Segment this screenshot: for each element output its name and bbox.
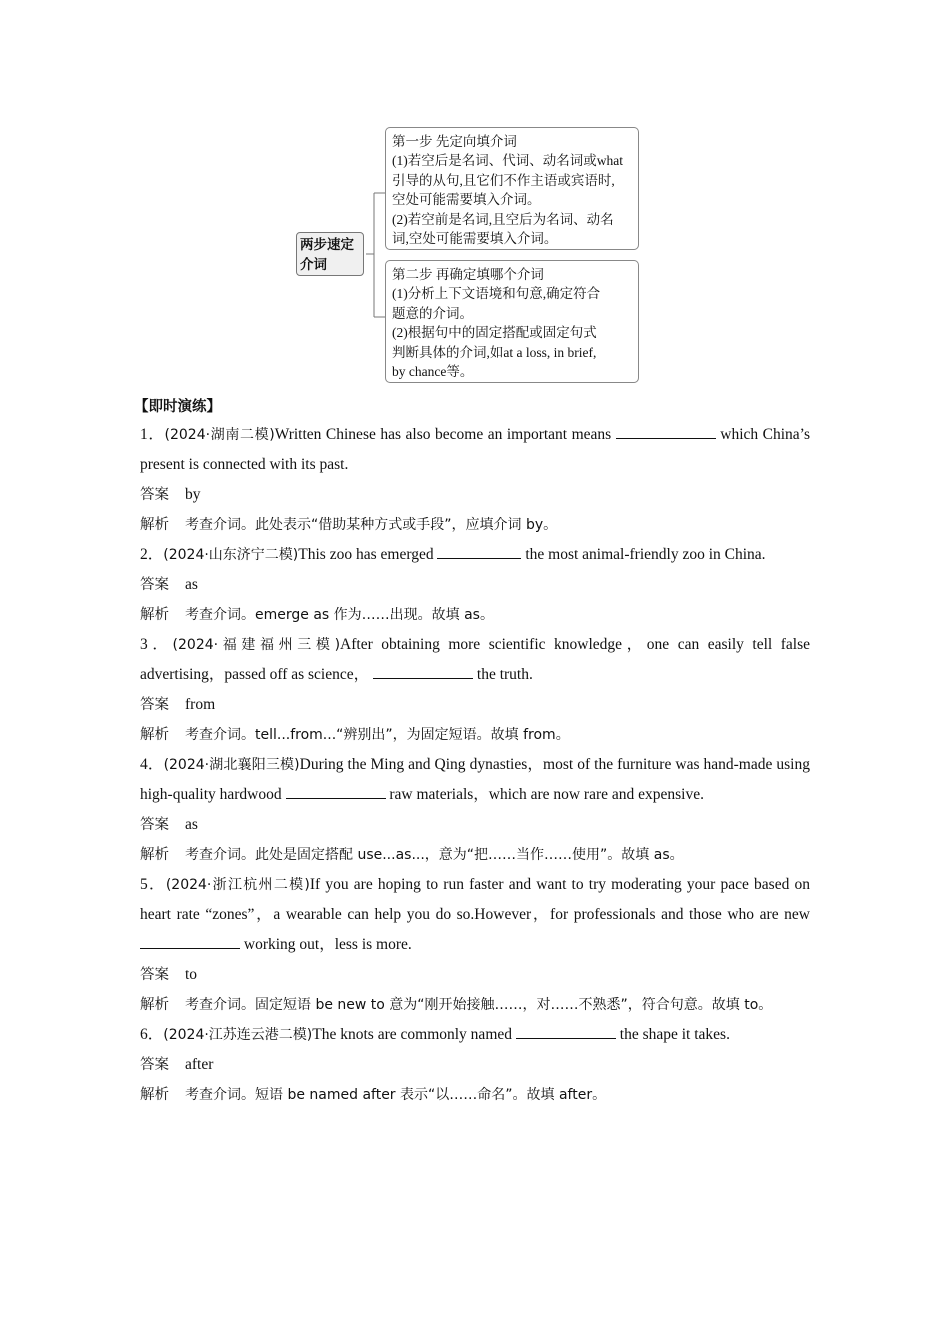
question-4 — [140, 750, 810, 810]
answer-label: 答案 — [140, 577, 169, 593]
answer-row — [140, 570, 810, 600]
answer-value: as — [185, 816, 198, 833]
analysis-text: 考查介词。tell...from...“辨别出”，为固定短语。故填 from。 — [185, 727, 570, 743]
analysis-text: 考查介词。emerge as 作为……出现。故填 as。 — [185, 607, 494, 623]
answer-row — [140, 480, 810, 510]
answer-blank — [140, 934, 240, 949]
question-number: 4． — [140, 756, 164, 773]
step2-line: by chance等。 — [392, 364, 474, 380]
analysis-row — [140, 600, 810, 630]
step1-line: 引导的从句,且它们不作主语或宾语时, — [392, 172, 615, 188]
diagram-step1-box — [385, 127, 639, 250]
question-source: (2024·湖南二模) — [164, 427, 275, 443]
step1-line: (2)若空前是名词,且空后为名词、动名 — [392, 211, 614, 227]
question-source: (2024·福建福州三模) — [172, 637, 341, 653]
answer-value: by — [185, 486, 201, 503]
answer-label: 答案 — [140, 1057, 169, 1073]
step1-line: 词,空处可能需要填入介词。 — [392, 231, 558, 247]
question-text: Written Chinese has also become an important means — [274, 426, 612, 443]
analysis-text: 考查介词。短语 be named after 表示“以……命名”。故填 after。 — [185, 1087, 607, 1103]
question-text: the truth. — [476, 666, 533, 683]
question-text: working out，less is more. — [243, 936, 412, 953]
question-source: (2024·江苏连云港二模) — [163, 1027, 313, 1043]
answer-blank — [516, 1024, 616, 1039]
analysis-label: 解析 — [140, 517, 169, 533]
answer-value: from — [185, 696, 216, 713]
analysis-text: 考查介词。此处表示“借助某种方式或手段”，应填介词 by。 — [185, 517, 558, 533]
question-number: 2． — [140, 546, 164, 563]
question-number: 1． — [140, 426, 165, 443]
question-text: the most animal-friendly zoo in China. — [525, 546, 766, 563]
question-text: raw materials，which are now rare and expensive. — [389, 786, 704, 803]
question-6 — [140, 1020, 810, 1050]
answer-blank — [373, 664, 473, 679]
analysis-row — [140, 840, 810, 870]
question-text: The knots are commonly named — [312, 1026, 513, 1043]
question-text: This zoo has emerged — [298, 546, 434, 563]
answer-value: as — [185, 576, 198, 593]
analysis-text: 考查介词。固定短语 be new to 意为“刚开始接触……，对……不熟悉”，符合句意。故填 to。 — [185, 997, 773, 1013]
step1-line: 第一步 先定向填介词 — [392, 134, 517, 149]
analysis-row — [140, 990, 810, 1020]
analysis-row — [140, 720, 810, 750]
analysis-label: 解析 — [140, 847, 169, 863]
answer-row — [140, 1050, 810, 1080]
answer-label: 答案 — [140, 967, 169, 983]
method-diagram — [296, 127, 646, 385]
answer-row — [140, 690, 810, 720]
answer-blank — [437, 544, 521, 559]
exercise-content — [134, 394, 810, 1110]
answer-blank — [616, 424, 716, 439]
question-source: (2024·浙江杭州二模) — [165, 877, 310, 893]
analysis-row — [140, 1080, 810, 1110]
step2-line: 判断具体的介词,如at a loss, in brief, — [392, 344, 597, 360]
question-number: 6． — [140, 1026, 164, 1043]
question-text: During the Ming and Qing dynasties，most of the furniture was hand-made using high-quality hardwood — [140, 756, 810, 803]
question-text: which China’s present is connected with its past. — [140, 426, 810, 473]
section-title: 【即时演练】 — [134, 399, 221, 415]
answer-label: 答案 — [140, 697, 169, 713]
answer-label: 答案 — [140, 487, 169, 503]
answer-blank — [286, 784, 386, 799]
answer-label: 答案 — [140, 817, 169, 833]
question-1 — [140, 420, 810, 480]
question-2 — [140, 540, 810, 570]
answer-value: after — [185, 1056, 214, 1073]
question-text: the shape it takes. — [619, 1026, 730, 1043]
question-source: (2024·山东济宁二模) — [163, 547, 299, 563]
analysis-label: 解析 — [140, 997, 169, 1013]
step2-line: (2)根据句中的固定搭配或固定句式 — [392, 325, 597, 341]
question-3 — [140, 630, 810, 690]
question-text: After obtaining more scientific knowledge，one can easily tell false advertising，passed off as science， — [140, 636, 810, 683]
step1-line: 空处可能需要填入介词。 — [392, 192, 541, 208]
analysis-label: 解析 — [140, 727, 169, 743]
step2-line: 第二步 再确定填哪个介词 — [392, 267, 544, 282]
answer-row — [140, 810, 810, 840]
analysis-row — [140, 510, 810, 540]
analysis-text: 考查介词。此处是固定搭配 use...as...，意为“把……当作……使用”。故填 as。 — [185, 847, 684, 863]
step2-line: 题意的介词。 — [392, 305, 473, 321]
question-5 — [140, 870, 810, 960]
analysis-label: 解析 — [140, 1087, 169, 1103]
question-number: 3． — [140, 636, 173, 653]
question-number: 5． — [140, 876, 166, 893]
question-text: If you are hoping to run faster and want to try moderating your pace based on heart rate “zones”，a wearable can help you do so.However，for professionals and those who are new — [140, 876, 810, 923]
diagram-root-box: 两步速定介词 — [296, 232, 364, 276]
step1-line: (1)若空后是名词、代词、动名词或what — [392, 153, 623, 169]
step2-line: (1)分析上下文语境和句意,确定符合 — [392, 286, 601, 302]
diagram-step2-box — [385, 260, 639, 383]
analysis-label: 解析 — [140, 607, 169, 623]
answer-value: to — [185, 966, 198, 983]
question-source: (2024·湖北襄阳三模) — [163, 757, 300, 773]
answer-row — [140, 960, 810, 990]
